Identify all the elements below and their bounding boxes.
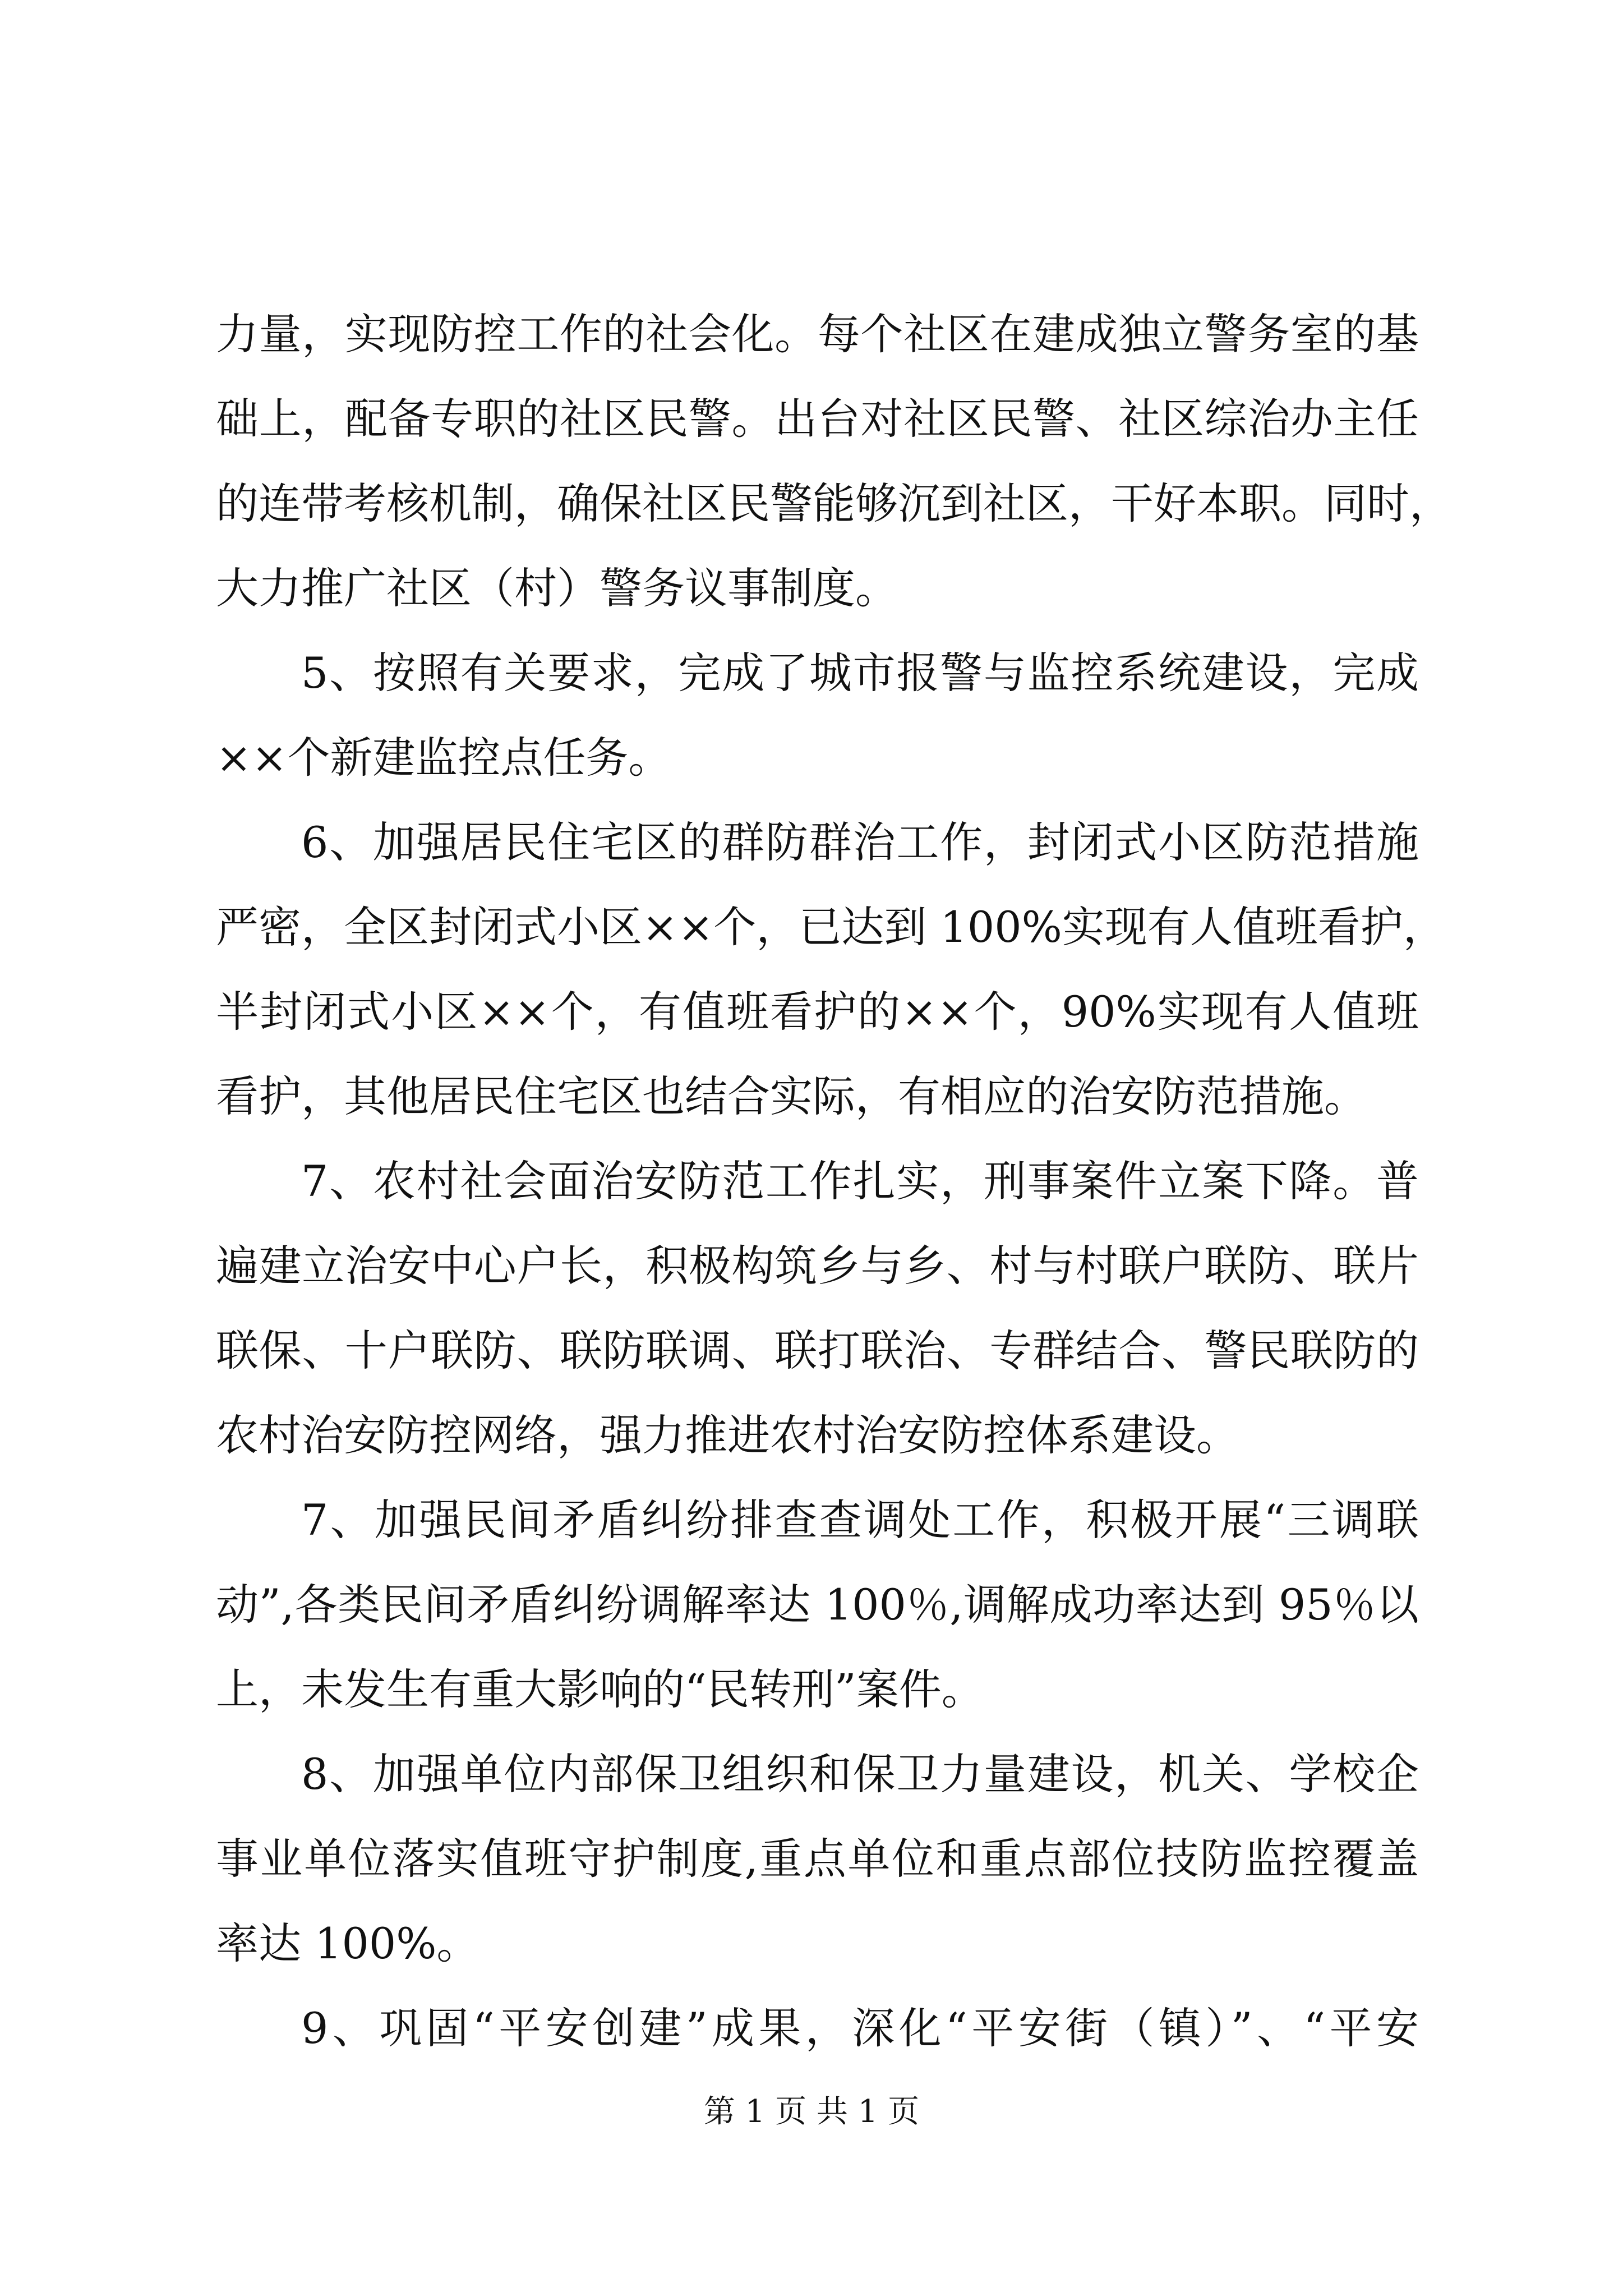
page-number-label: 第 1 页 共 1 页 <box>703 2093 920 2130</box>
text-line: 6、加强居民住宅区的群防群治工作，封闭式小区防范措施 <box>301 817 1419 867</box>
text-line: 7、农村社会面治安防范工作扎实，刑事案件立案下降。普 <box>301 1156 1419 1206</box>
page-footer <box>0 2090 1623 2134</box>
text-line: 力量，实现防控工作的社会化。每个社区在建成独立警务室的基 <box>216 309 1419 359</box>
text-line: 9、巩固“平安创建”成果，深化“平安街（镇）”、“平安 <box>301 2003 1419 2053</box>
text-line: 农村治安防控网络，强力推进农村治安防控体系建设。 <box>216 1410 1239 1460</box>
text-line: 动”,各类民间矛盾纠纷调解率达 100％,调解成功率达到 95％以 <box>216 1580 1419 1630</box>
paragraph <box>216 1478 1419 1732</box>
paragraph <box>216 800 1446 1139</box>
text-line: 看护，其他居民住宅区也结合实际，有相应的治安防范措施。 <box>216 1071 1367 1121</box>
paragraph <box>216 1139 1419 1478</box>
document-body <box>216 292 1452 2070</box>
text-line: 的连带考核机制，确保社区民警能够沉到社区，干好本职。同时， <box>216 478 1452 528</box>
text-line: ××个新建监控点任务。 <box>216 733 671 783</box>
text-line: 联保、十户联防、联防联调、联打联治、专群结合、警民联防的 <box>216 1326 1419 1375</box>
text-line: 严密，全区封闭式小区××个，已达到 100%实现有人值班看护， <box>216 902 1446 952</box>
text-line: 率达 100%。 <box>216 1918 479 1968</box>
text-line: 半封闭式小区××个，有值班看护的××个，90%实现有人值班 <box>216 987 1419 1037</box>
text-line: 础上，配备专职的社区民警。出台对社区民警、社区综治办主任 <box>216 394 1419 444</box>
paragraph <box>216 1986 1419 2070</box>
paragraph <box>216 1732 1419 1986</box>
text-line: 5、按照有关要求，完成了城市报警与监控系统建设，完成 <box>301 648 1419 698</box>
text-line: 遍建立治安中心户长，积极构筑乡与乡、村与村联户联防、联片 <box>216 1241 1419 1291</box>
text-line: 上，未发生有重大影响的“民转刑”案件。 <box>216 1664 984 1714</box>
text-line: 大力推广社区（村）警务议事制度。 <box>216 563 898 613</box>
paragraph <box>216 631 1419 800</box>
paragraph <box>216 292 1452 631</box>
text-line: 7、加强民间矛盾纠纷排查查调处工作，积极开展“三调联 <box>301 1495 1419 1545</box>
text-line: 事业单位落实值班守护制度,重点单位和重点部位技防监控覆盖 <box>216 1834 1419 1884</box>
text-line: 8、加强单位内部保卫组织和保卫力量建设，机关、学校企 <box>301 1749 1419 1799</box>
